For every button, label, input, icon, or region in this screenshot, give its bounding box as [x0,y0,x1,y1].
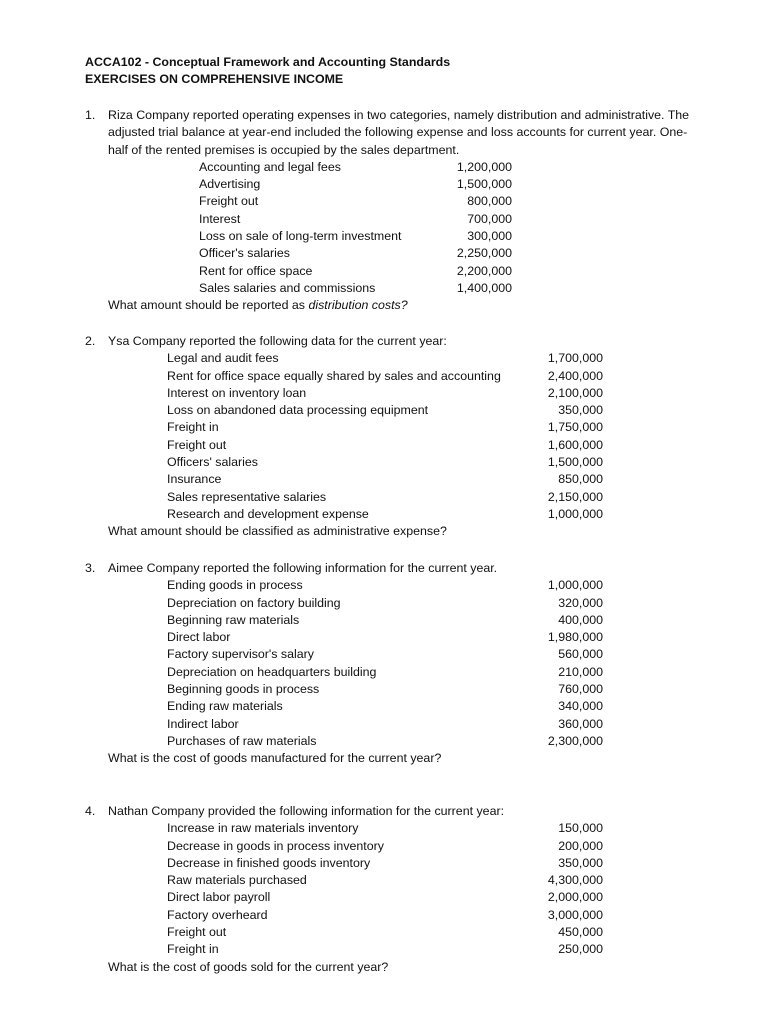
line-item [85,211,705,228]
line-item-amount: 4,300,000 [547,873,603,888]
line-item [85,646,705,663]
intro-line: Ysa Company reported the following data for the current year: [108,334,447,348]
course-title: ACCA102 - Conceptual Framework and Accounting Standards [85,55,451,69]
line-item [85,402,705,419]
line-item [85,159,705,176]
line-item-amount: 1,200,000 [456,159,512,174]
line-item-amount: 3,000,000 [547,907,603,922]
line-item-amount: 1,750,000 [547,420,603,435]
cost-list [85,820,705,958]
line-item-amount: 150,000 [558,821,603,836]
line-item [85,681,705,698]
line-item [85,419,705,436]
line-item-label: Ending raw materials [167,699,283,714]
line-item [85,577,705,594]
line-item-label: Decrease in goods in process inventory [167,838,384,853]
line-item-amount: 1,980,000 [547,630,603,645]
line-item-amount: 2,200,000 [456,263,512,278]
line-item [85,280,705,297]
line-item [85,228,705,245]
line-item-amount: 360,000 [558,716,603,731]
line-item [85,454,705,471]
line-item-label: Freight in [167,942,219,957]
line-item-amount: 1,600,000 [547,437,603,452]
exercise-number: 3. [85,561,96,575]
question-emphasis: distribution costs? [308,298,408,313]
line-item-amount: 2,150,000 [547,489,603,504]
line-item [85,820,705,837]
exercise-2 [85,333,705,541]
line-item [85,506,705,523]
line-item [85,733,705,750]
line-item-amount: 1,500,000 [547,455,603,470]
intro-line: half of the rented premises is occupied by the sales department. [108,142,460,157]
line-item-amount: 210,000 [558,664,603,679]
line-item-label: Officer's salaries [199,246,290,261]
line-item-amount: 200,000 [558,838,603,853]
line-item [85,924,705,941]
line-item-amount: 250,000 [558,942,603,957]
cost-list [85,577,705,750]
line-item-label: Research and development expense [167,506,369,521]
line-item-label: Raw materials purchased [167,873,307,888]
line-item-amount: 340,000 [558,699,603,714]
line-item [85,385,705,402]
line-item-amount: 400,000 [558,612,603,627]
intro-line: Nathan Company provided the following information for the current year: [108,804,505,818]
line-item-label: Loss on abandoned data processing equipment [167,403,429,418]
line-item-amount: 1,700,000 [547,351,603,366]
line-item-label: Factory overheard [167,907,268,922]
line-item-label: Beginning raw materials [167,612,300,627]
line-item-label: Rent for office space [199,263,313,278]
line-item-label: Direct labor [167,630,231,645]
line-item-label: Freight out [199,194,259,209]
line-item-label: Legal and audit fees [167,351,279,366]
line-item [85,350,705,367]
line-item-label: Interest [199,211,241,226]
document-header [85,54,450,89]
line-item [85,855,705,872]
exercise-intro [108,560,705,577]
line-item [85,629,705,646]
line-item-amount: 2,000,000 [547,890,603,905]
line-item-amount: 1,000,000 [547,506,603,521]
line-item-label: Depreciation on headquarters building [167,664,377,679]
expense-list [85,159,705,297]
line-item-amount: 560,000 [558,647,603,662]
line-item [85,193,705,210]
line-item [85,907,705,924]
line-item-label: Decrease in finished goods inventory [167,855,371,870]
line-item-amount: 700,000 [467,211,512,226]
line-item-label: Increase in raw materials inventory [167,821,359,836]
line-item-amount: 2,250,000 [456,246,512,261]
line-item-amount: 1,400,000 [456,280,512,295]
line-item-label: Indirect labor [167,716,239,731]
exercise-intro [108,803,705,820]
intro-line: Riza Company reported operating expenses in two categories, namely distribution and administrative. The [108,108,690,122]
line-item-label: Sales salaries and commissions [199,280,376,295]
line-item-amount: 450,000 [558,925,603,940]
line-item [85,368,705,385]
line-item-label: Purchases of raw materials [167,733,317,748]
exercise-question [108,297,705,314]
line-item-amount: 1,500,000 [456,177,512,192]
expense-list [85,350,705,523]
exercise-question: What is the cost of goods sold for the current year? [108,959,389,974]
intro-line: adjusted trial balance at year-end included the following expense and loss accounts for current year. One- [108,125,688,140]
line-item [85,263,705,280]
exercise-1 [85,107,705,315]
line-item-amount: 760,000 [558,682,603,697]
line-item-label: Officers' salaries [167,455,258,470]
line-item-amount: 2,400,000 [547,368,603,383]
line-item-label: Sales representative salaries [167,489,327,504]
intro-line: Aimee Company reported the following information for the current year. [108,561,498,575]
exercise-4 [85,803,705,976]
exercise-set-title: EXERCISES ON COMPREHENSIVE INCOME [85,72,344,87]
line-item [85,716,705,733]
line-item [85,245,705,262]
exercise-question: What amount should be classified as administrative expense? [108,524,447,539]
line-item-label: Ending goods in process [167,578,303,593]
line-item [85,889,705,906]
exercise-3 [85,560,705,768]
line-item [85,698,705,715]
line-item-label: Freight in [167,420,219,435]
exercise-number: 4. [85,804,96,818]
line-item [85,941,705,958]
line-item-amount: 350,000 [558,855,603,870]
line-item [85,838,705,855]
line-item-label: Advertising [199,177,261,192]
line-item-amount: 850,000 [558,472,603,487]
line-item-amount: 1,000,000 [547,578,603,593]
line-item-label: Interest on inventory loan [167,385,307,400]
line-item [85,872,705,889]
exercise-intro [108,107,705,159]
line-item-label: Freight out [167,437,227,452]
line-item-label: Depreciation on factory building [167,595,341,610]
line-item-label: Insurance [167,472,222,487]
exercise-question: What is the cost of goods manufactured for the current year? [108,751,442,766]
exercise-number: 1. [85,108,96,122]
line-item-label: Loss on sale of long-term investment [199,229,402,244]
line-item-amount: 300,000 [467,229,512,244]
line-item-label: Factory supervisor's salary [167,647,314,662]
line-item [85,489,705,506]
exercise-intro [108,333,705,350]
line-item-label: Accounting and legal fees [199,159,341,174]
line-item-label: Rent for office space equally shared by sales and accounting [167,368,501,383]
line-item [85,176,705,193]
line-item-amount: 2,300,000 [547,733,603,748]
line-item-amount: 350,000 [558,403,603,418]
line-item [85,612,705,629]
line-item [85,664,705,681]
exercise-number: 2. [85,334,96,348]
line-item-amount: 320,000 [558,595,603,610]
line-item [85,471,705,488]
line-item-label: Beginning goods in process [167,682,320,697]
line-item-amount: 2,100,000 [547,385,603,400]
line-item-label: Freight out [167,925,227,940]
line-item-label: Direct labor payroll [167,890,271,905]
line-item-amount: 800,000 [467,194,512,209]
line-item [85,437,705,454]
question-text: What amount should be reported as [108,298,309,313]
line-item [85,595,705,612]
